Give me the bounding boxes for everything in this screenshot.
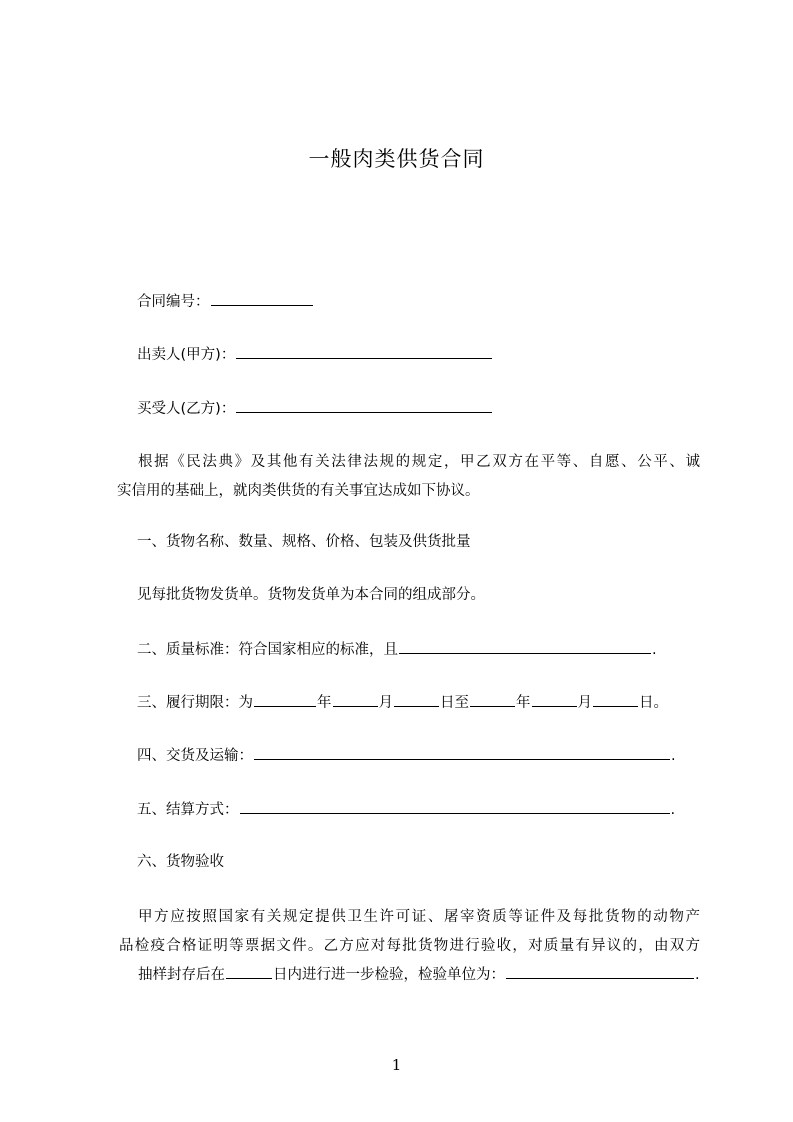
seller-line [137,344,493,365]
section4-label: 四、交货及运输： [137,748,253,764]
section2-period: . [652,642,657,658]
buyer-blank[interactable] [236,398,492,413]
start-year-unit: 年 [317,695,332,711]
section2-line [137,639,657,660]
start-month-blank[interactable] [333,692,378,707]
section4-line [137,745,676,766]
end-month-unit: 月 [577,695,592,711]
section2-blank[interactable] [399,639,651,654]
buyer-label: 买受人(乙方)： [137,401,236,417]
end-year-blank[interactable] [470,692,515,707]
section1-heading: 一、货物名称、数量、规格、价格、包装及供货批量 [137,534,471,550]
contract-no-blank[interactable] [211,291,313,306]
section6-line-3-b: 日内进行进一步检验，检验单位为： [273,967,505,983]
seller-label: 出卖人(甲方)： [137,347,236,363]
section3-line [137,692,668,713]
section6-line-1: 甲方应按照国家有关规定提供卫生许可证、屠宰资质等证件及每批货物的动物产 [138,909,700,925]
start-month-unit: 月 [378,695,393,711]
buyer-line [137,398,493,419]
section5-blank[interactable] [240,799,670,814]
document-title: 一般肉类供货合同 [308,147,485,171]
section2-label: 二、质量标准：符合国家相应的标准，且 [137,642,398,658]
end-month-blank[interactable] [532,692,577,707]
section6-period: . [695,967,700,983]
inspection-days-blank[interactable] [226,964,272,979]
section1-body: 见每批货物发货单。货物发货单为本合同的组成部分。 [137,587,485,603]
section6-heading: 六、货物验收 [137,854,224,870]
section6-paragraph [117,903,700,990]
section5-label: 五、结算方式： [137,802,239,818]
section5-period: . [670,802,676,818]
page-number: 1 [391,1056,402,1074]
section3-prefix: 三、履行期限：为 [137,695,253,711]
start-day-unit: 日至 [440,695,469,711]
end-day-unit: 日。 [639,695,668,711]
start-year-blank[interactable] [254,692,316,707]
end-year-unit: 年 [516,695,531,711]
contract-no-line [137,291,314,312]
inspection-unit-blank[interactable] [506,964,694,979]
contract-no-label: 合同编号： [137,294,210,310]
intro-line-1: 根据《民法典》及其他有关法律法规的规定，甲乙双方在平等、自愿、公平、诚 [138,454,700,470]
section4-blank[interactable] [254,745,670,760]
section5-line [137,799,675,820]
intro-paragraph [117,448,700,506]
seller-blank[interactable] [236,344,492,359]
section6-line-3 [117,961,700,990]
start-day-blank[interactable] [394,692,439,707]
section6-line-2: 品检疫合格证明等票据文件。乙方应对每批货物进行验收，对质量有异议的，由双方 [119,938,700,954]
section4-period: . [671,748,676,764]
end-day-blank[interactable] [593,692,638,707]
section6-line-3-a: 抽样封存后在 [138,967,225,983]
intro-line-2: 实信用的基础上，就肉类供货的有关事宜达成如下协议。 [117,483,480,499]
